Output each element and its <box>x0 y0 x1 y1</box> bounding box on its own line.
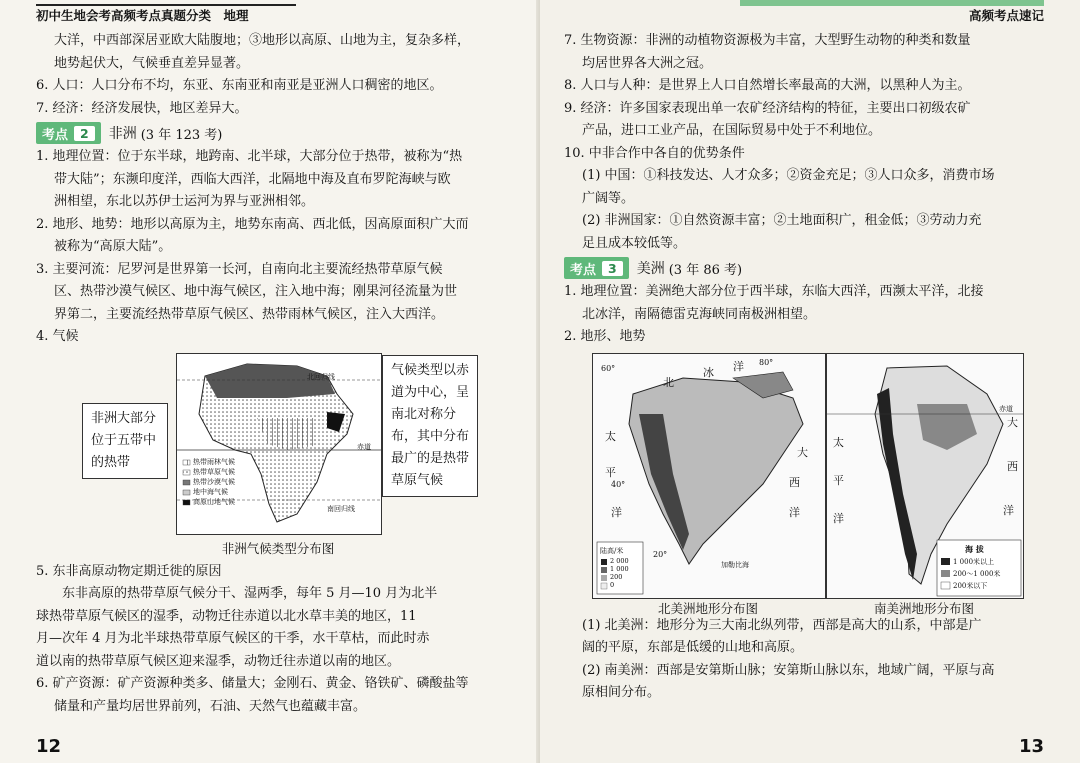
africa-map <box>176 353 382 535</box>
na-label: 洋 <box>733 359 744 373</box>
america-na-1: (1) 北美洲：地形分为三大南北纵列带，西部是高大的山系，中部是广 <box>582 617 982 633</box>
america-sa-1: (2) 南美洲：西部是安第斯山脉；安第斯山脉以东，地域广阔，平原与高 <box>582 662 995 678</box>
sa-label: 西 <box>1007 459 1018 473</box>
na-label: 平 <box>605 465 616 479</box>
kaodian-num: 2 <box>74 126 95 141</box>
africa-2-a: 2. 地形、地势：地形以高原为主，地势东南高、西北低，因高原面积广大而 <box>36 216 469 232</box>
right-10a-1: (1) 中国：①科技发达、人才众多；②资金充足；③人口众多，消费市场 <box>582 168 995 183</box>
africa-6-b: 储量和产量均居世界前列，石油、天然气也蕴藏丰富。 <box>54 698 367 714</box>
america-1-b: 北冰洋，南隔德雷克海峡同南极洲相望。 <box>582 306 817 322</box>
right-10: 10. 中非合作中各自的优势条件 <box>564 145 745 161</box>
americas-figure <box>564 349 1044 615</box>
na-label: 80° <box>759 357 774 367</box>
kaodian-title: 非洲 <box>108 126 137 142</box>
na-label: 加勒比海 <box>721 560 749 569</box>
legend-item: 热带雨林气候 <box>193 457 235 466</box>
sa-legend-title: 海 拔 <box>965 543 984 554</box>
legend-item: 热带沙漠气候 <box>193 477 235 486</box>
africa-1-b: 带大陆”；东濒印度洋，西临大西洋，北隔地中海及直布罗陀海峡与欧 <box>54 171 451 187</box>
africa-5-text-3: 月—次年 4 月为北半球热带草原气候区的干季，水干草枯，而此时赤 <box>36 631 430 646</box>
sa-label: 洋 <box>833 511 844 525</box>
na-legend-item: 2 000 <box>610 556 629 565</box>
sa-label: 太 <box>833 435 844 449</box>
kaodian-title: 美洲 <box>636 261 665 277</box>
sa-legend-item: 200～1 000米 <box>953 569 1001 578</box>
na-label: 太 <box>605 429 616 443</box>
na-legend-item: 0 <box>610 580 615 589</box>
kaodian-label: 考点 <box>42 127 69 143</box>
sa-legend <box>953 556 1000 592</box>
kaodian-count: (3 年 123 考) <box>140 127 223 143</box>
na-label: 北 <box>663 375 674 389</box>
item-6: 6. 人口：人口分布不均，东亚、东南亚和南亚是亚洲人口稠密的地区。 <box>36 78 443 93</box>
intro-line-2: 地势起伏大，气候垂直差异显著。 <box>54 55 250 71</box>
right-7-b: 均居世界各大洲之冠。 <box>582 55 713 71</box>
north-america-map <box>592 353 826 599</box>
sa-legend-item: 1 000米以上 <box>953 557 995 566</box>
legend-item: 热带草原气候 <box>193 467 235 476</box>
kaodian-badge <box>564 257 629 279</box>
america-1-a: 1. 地理位置：美洲绝大部分位于西半球，东临大西洋，西濒太平洋，北接 <box>564 284 984 299</box>
africa-5-text-1: 东非高原的热带草原气候分干、湿两季，每年 5 月—10 月为北半 <box>62 586 438 601</box>
na-label: 洋 <box>789 505 800 519</box>
na-legend-item: 1 000 <box>610 564 629 573</box>
africa-2-b: 被称为“高原大陆”。 <box>54 239 172 254</box>
right-10b-1: (2) 非洲国家：①自然资源丰富；②土地面积广，租金低；③劳动力充 <box>582 213 982 228</box>
left-header: 初中生地会考高频考点真题分类 地理 <box>36 8 249 23</box>
right-9-a: 9. 经济：许多国家表现出单一农矿经济结构的特征，主要出口初级农矿 <box>564 100 971 116</box>
label-tropic-n: 北回归线 <box>307 372 335 381</box>
kaodian-label: 考点 <box>570 262 597 278</box>
header-bar <box>740 0 1044 6</box>
na-label: 60° <box>601 363 616 373</box>
africa-3-b: 区、热带沙漠气候区、地中海气候区，注入地中海；刚果河径流量为世 <box>54 284 458 299</box>
africa-3-a: 3. 主要河流：尼罗河是世界第一长河，自南向北主要流经热带草原气候 <box>36 261 443 277</box>
right-page <box>540 0 1080 763</box>
africa-5: 5. 东非高原动物定期迁徙的原因 <box>36 563 222 579</box>
sa-label: 洋 <box>1003 503 1014 517</box>
na-map-caption: 北美洲地形分布图 <box>657 600 758 616</box>
right-8: 8. 人口与人种：是世界上人口自然增长率最高的大洲，以黑种人为主。 <box>564 78 971 93</box>
sa-map-caption: 南美洲地形分布图 <box>873 600 974 616</box>
na-label: 20° <box>653 549 668 559</box>
america-sa-2: 原相间分布。 <box>582 685 661 700</box>
intro-line-1: 大洋，中西部深居亚欧大陆腹地；③地形以高原、山地为主，复杂多样， <box>54 33 471 48</box>
left-page-number: 12 <box>36 736 62 757</box>
sa-legend-item: 200米以下 <box>953 581 988 590</box>
sa-label: 赤道 <box>999 404 1013 413</box>
kaodian-2 <box>36 122 512 144</box>
na-legend-item: 200 <box>610 572 623 581</box>
header-rule <box>36 4 296 6</box>
right-10a-2: 广阔等。 <box>582 190 635 206</box>
legend-item: 高原山地气候 <box>193 497 235 506</box>
na-label: 冰 <box>703 365 714 379</box>
right-7-a: 7. 生物资源：非洲的动植物资源极为丰富，大型野生动物的种类和数量 <box>564 33 971 48</box>
africa-1-a: 1. 地理位置：位于东半球，地跨南、北半球，大部分位于热带，被称为“热 <box>36 149 463 164</box>
kaodian-count: (3 年 86 考) <box>668 262 743 278</box>
south-america-map <box>826 353 1024 599</box>
africa-1-c: 洲相望，东北以苏伊士运河为界与亚洲相邻。 <box>54 194 315 209</box>
right-page-number: 13 <box>1018 736 1044 757</box>
label-tropic-s: 南回归线 <box>327 504 355 513</box>
sa-label: 大 <box>1007 415 1018 429</box>
africa-figure <box>36 349 512 561</box>
na-label: 洋 <box>611 505 622 519</box>
na-legend <box>610 557 629 589</box>
right-header: 高频考点速记 <box>968 8 1044 23</box>
africa-5-text-4: 道以南的热带草原气候区迎来湿季，动物迁往赤道以南的地区。 <box>36 653 401 669</box>
africa-map-caption: 非洲气候类型分布图 <box>221 540 335 556</box>
item-7: 7. 经济：经济发展快，地区差异大。 <box>36 100 248 116</box>
africa-left-note: 非洲大部分位于五带中的热带 <box>82 403 168 479</box>
kaodian-num: 3 <box>602 261 623 276</box>
africa-5-text-2: 球热带草原气候区的湿季，动物迁往赤道以北水草丰美的地区，11 <box>36 608 417 624</box>
africa-legend <box>193 457 235 507</box>
africa-right-note: 气候类型以赤道为中心，呈南北对称分布，其中分布最广的是热带草原气候 <box>382 355 478 497</box>
kaodian-3 <box>564 257 1044 279</box>
right-10b-2: 足且成本较低等。 <box>582 235 687 251</box>
na-legend-title: 陆高/米 <box>600 546 624 555</box>
na-label: 西 <box>789 475 800 489</box>
label-equator: 赤道 <box>357 442 371 451</box>
kaodian-badge <box>36 122 101 144</box>
america-na-2: 阔的平原，东部是低缓的山地和高原。 <box>582 640 804 655</box>
america-2: 2. 地形、地势 <box>564 329 646 344</box>
sa-label: 平 <box>833 473 844 487</box>
legend-item: 地中海气候 <box>193 487 228 496</box>
africa-3-c: 界第二，主要流经热带草原气候区、热带雨林气候区，注入大西洋。 <box>54 306 445 322</box>
africa-6-a: 6. 矿产资源：矿产资源种类多、储量大；金刚石、黄金、铬铁矿、磷酸盐等 <box>36 676 469 691</box>
right-9-b: 产品，进口工业产品，在国际贸易中处于不利地位。 <box>582 123 882 138</box>
na-label: 40° <box>611 479 626 489</box>
africa-4: 4. 气候 <box>36 329 79 344</box>
na-label: 大 <box>797 445 808 459</box>
